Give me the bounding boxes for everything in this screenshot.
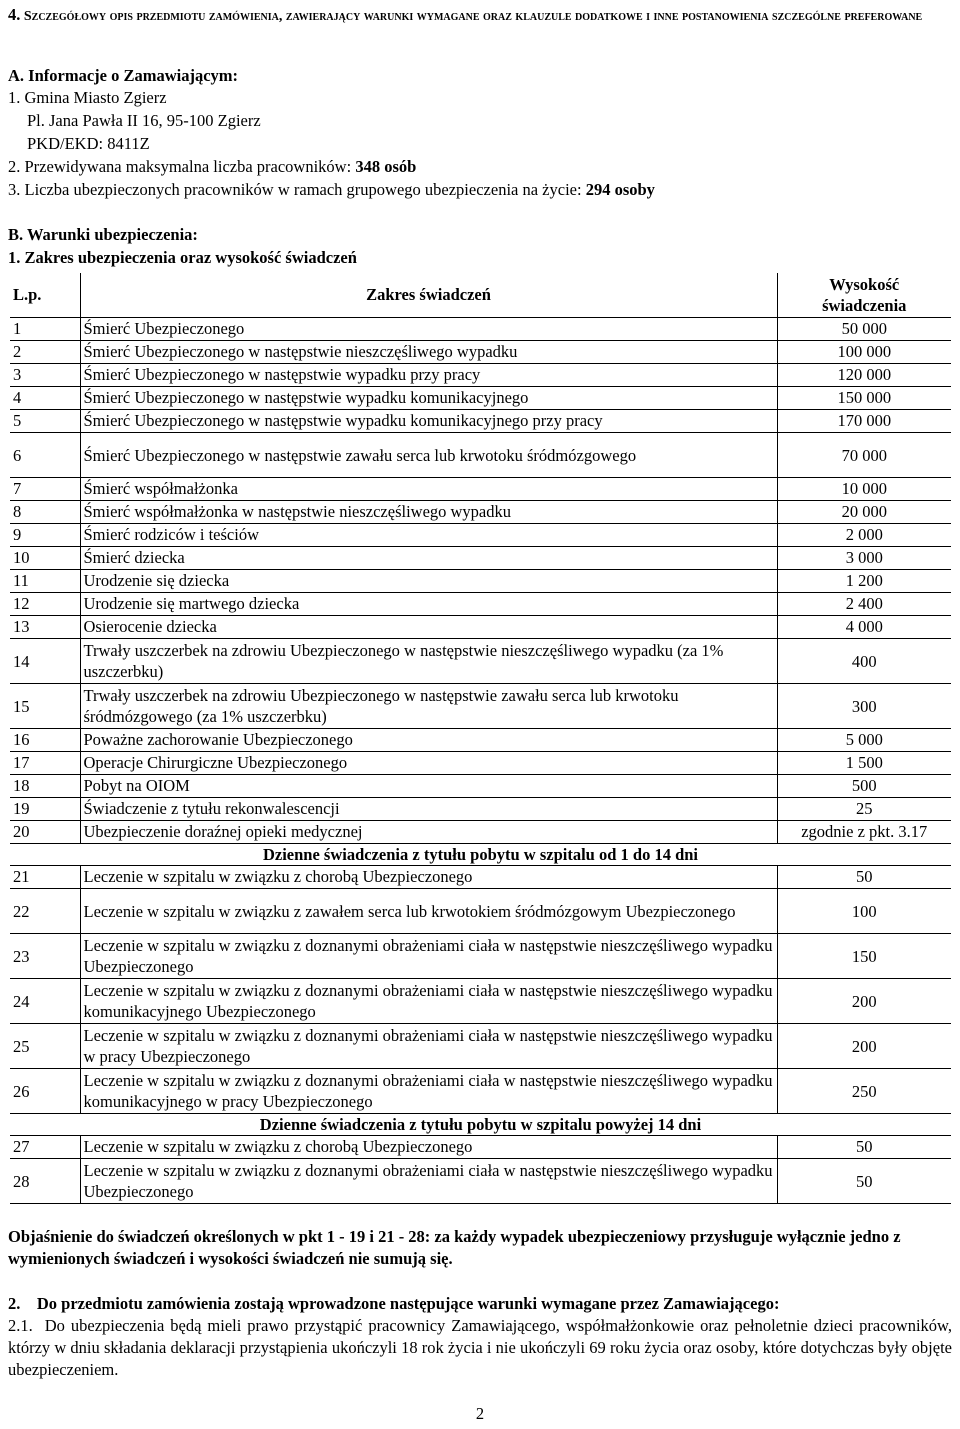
row-amount: 170 000 <box>777 410 951 433</box>
table-row <box>10 524 951 547</box>
row-amount: 100 <box>777 889 951 934</box>
row-lp: 9 <box>10 524 80 547</box>
row-amount: 2 400 <box>777 593 951 616</box>
table-row <box>10 889 951 934</box>
explanation-note: Objaśnienie do świadczeń określonych w pkt 1 - 19 i 21 - 28: za każdy wypadek ubezpieczeniowy przysługuje wyłącznie jedno z wymienionych świadczeń i wysokości świadczeń nie sumują się. <box>8 1227 901 1268</box>
table-row <box>10 570 951 593</box>
row-description: Trwały uszczerbek na zdrowiu Ubezpieczonego w następstwie nieszczęśliwego wypadku (za 1% uszczerbku) <box>80 639 777 684</box>
table-row <box>10 616 951 639</box>
row-amount: 70 000 <box>777 433 951 478</box>
benefits-table <box>10 273 951 1204</box>
row-description: Urodzenie się dziecka <box>80 570 777 593</box>
row-amount: 50 000 <box>777 318 951 341</box>
row-amount: 200 <box>777 979 951 1024</box>
section-header-over-14-days <box>10 1114 951 1136</box>
row-lp: 22 <box>10 889 80 934</box>
heading-text: Szczegółowy opis przedmiotu zamówienia, zawierający warunki wymagane oraz klauzule dodatkowe i inne postanowienia szczególne preferowane <box>23 9 923 24</box>
row-amount: 400 <box>777 639 951 684</box>
row-description: Śmierć współmałżonka w następstwie nieszczęśliwego wypadku <box>80 501 777 524</box>
heading-number: 4. <box>8 5 21 24</box>
table-row <box>10 1024 951 1069</box>
table-row <box>10 501 951 524</box>
row-description: Śmierć współmałżonka <box>80 478 777 501</box>
row-description: Śmierć Ubezpieczonego w następstwie nieszczęśliwego wypadku <box>80 341 777 364</box>
table-row <box>10 593 951 616</box>
row-amount: 50 <box>777 1159 951 1204</box>
row-description: Operacje Chirurgiczne Ubezpieczonego <box>80 752 777 775</box>
row-amount: 1 500 <box>777 752 951 775</box>
row-amount: 20 000 <box>777 501 951 524</box>
row-amount: 50 <box>777 1136 951 1159</box>
row-description: Leczenie w szpitalu w związku z zawałem serca lub krwotokiem śródmózgowym Ubezpieczonego <box>80 889 777 934</box>
row-description: Leczenie w szpitalu w związku z doznanymi obrażeniami ciała w następstwie nieszczęśliwego wypadku w pracy Ubezpieczonego <box>80 1024 777 1069</box>
table-row <box>10 1069 951 1114</box>
row-amount: 3 000 <box>777 547 951 570</box>
header-wysokosc <box>777 273 951 318</box>
row-lp: 16 <box>10 729 80 752</box>
row-amount: 250 <box>777 1069 951 1114</box>
row-lp: 24 <box>10 979 80 1024</box>
row-lp: 17 <box>10 752 80 775</box>
point-2-1-number: 2.1. <box>8 1316 33 1335</box>
table-row <box>10 775 951 798</box>
row-lp: 28 <box>10 1159 80 1204</box>
section-b-subtitle: 1. Zakres ubezpieczenia oraz wysokość świadczeń <box>8 248 357 267</box>
row-amount: 100 000 <box>777 341 951 364</box>
row-lp: 20 <box>10 821 80 844</box>
point-2 <box>8 1293 952 1381</box>
section-heading <box>8 4 952 28</box>
row-lp: 5 <box>10 410 80 433</box>
table-row <box>10 1159 951 1204</box>
row-amount: 25 <box>777 798 951 821</box>
row-lp: 8 <box>10 501 80 524</box>
row-description: Leczenie w szpitalu w związku z chorobą Ubezpieczonego <box>80 866 777 889</box>
row-lp: 3 <box>10 364 80 387</box>
row-amount: 500 <box>777 775 951 798</box>
row-lp: 25 <box>10 1024 80 1069</box>
row-lp: 11 <box>10 570 80 593</box>
table-row <box>10 387 951 410</box>
row-description: Śmierć Ubezpieczonego w następstwie wypadku komunikacyjnego przy pracy <box>80 410 777 433</box>
insured-employees <box>8 180 655 201</box>
row-lp: 12 <box>10 593 80 616</box>
row-description: Osierocenie dziecka <box>80 616 777 639</box>
row-lp: 2 <box>10 341 80 364</box>
table-row <box>10 433 951 478</box>
row-amount: 10 000 <box>777 478 951 501</box>
table-row <box>10 684 951 729</box>
section-header-1-14-days-label: Dzienne świadczenia z tytułu pobytu w szpitalu od 1 do 14 dni <box>10 844 951 866</box>
table-row <box>10 821 951 844</box>
row-description: Leczenie w szpitalu w związku z chorobą Ubezpieczonego <box>80 1136 777 1159</box>
row-lp: 26 <box>10 1069 80 1114</box>
point-2-1 <box>8 1315 952 1381</box>
page-number: 2 <box>475 1404 485 1423</box>
row-lp: 4 <box>10 387 80 410</box>
row-lp: 14 <box>10 639 80 684</box>
section-b-title: B. Warunki ubezpieczenia: <box>8 225 198 244</box>
row-description: Śmierć rodziców i teściów <box>80 524 777 547</box>
point-2-1-text: Do ubezpieczenia będą mieli prawo przystąpić pracownicy Zamawiającego, współmałżonkowie oraz pełnoletnie dzieci pracowników, którzy w dniu składania deklaracji przystąpienia ukończyli 18 rok życia i nie ukończyli 69 roku życia oraz osoby, które dotychczas były objęte ubezpieczeniem. <box>8 1316 952 1379</box>
row-description: Śmierć dziecka <box>80 547 777 570</box>
employer-name: 1. Gmina Miasto Zgierz <box>8 88 167 107</box>
header-lp: L.p. <box>10 273 80 318</box>
row-amount: 1 200 <box>777 570 951 593</box>
table-row <box>10 729 951 752</box>
table-row <box>10 639 951 684</box>
table-row <box>10 1136 951 1159</box>
row-lp: 27 <box>10 1136 80 1159</box>
row-description: Leczenie w szpitalu w związku z doznanymi obrażeniami ciała w następstwie nieszczęśliwego wypadku komunikacyjnego w pracy Ubezpieczonego <box>80 1069 777 1114</box>
max-employees-value: 348 osób <box>355 157 417 176</box>
row-description: Śmierć Ubezpieczonego w następstwie wypadku komunikacyjnego <box>80 387 777 410</box>
table-row <box>10 798 951 821</box>
row-description: Śmierć Ubezpieczonego w następstwie wypadku przy pracy <box>80 364 777 387</box>
max-employees-label: 2. Przewidywana maksymalna liczba pracowników: <box>8 157 356 176</box>
table-row <box>10 752 951 775</box>
row-description: Śmierć Ubezpieczonego <box>80 318 777 341</box>
table-row <box>10 410 951 433</box>
row-amount: 4 000 <box>777 616 951 639</box>
row-description: Leczenie w szpitalu w związku z doznanymi obrażeniami ciała w następstwie nieszczęśliwego wypadku Ubezpieczonego <box>80 934 777 979</box>
row-amount: 120 000 <box>777 364 951 387</box>
row-lp: 23 <box>10 934 80 979</box>
row-lp: 6 <box>10 433 80 478</box>
row-lp: 1 <box>10 318 80 341</box>
insured-employees-value: 294 osoby <box>585 180 655 199</box>
header-zakres: Zakres świadczeń <box>80 273 777 318</box>
row-amount: 50 <box>777 866 951 889</box>
header-wysokosc-line1: Wysokość <box>829 275 900 294</box>
section-a-title: A. Informacje o Zamawiającym: <box>8 66 239 85</box>
table-row <box>10 318 951 341</box>
table-row <box>10 979 951 1024</box>
row-description: Świadczenie z tytułu rekonwalescencji <box>80 798 777 821</box>
table-row <box>10 341 951 364</box>
row-lp: 10 <box>10 547 80 570</box>
row-lp: 15 <box>10 684 80 729</box>
insured-employees-label: 3. Liczba ubezpieczonych pracowników w ramach grupowego ubezpieczenia na życie: <box>8 180 586 199</box>
max-employees <box>8 157 416 178</box>
row-amount: 5 000 <box>777 729 951 752</box>
row-description: Urodzenie się martwego dziecka <box>80 593 777 616</box>
row-amount: 200 <box>777 1024 951 1069</box>
row-amount: zgodnie z pkt. 3.17 <box>777 821 951 844</box>
section-header-over-14-days-label: Dzienne świadczenia z tytułu pobytu w szpitalu powyżej 14 dni <box>10 1114 951 1136</box>
header-wysokosc-line2: świadczenia <box>822 296 907 315</box>
row-description: Leczenie w szpitalu w związku z doznanymi obrażeniami ciała w następstwie nieszczęśliwego wypadku komunikacyjnego Ubezpieczonego <box>80 979 777 1024</box>
row-lp: 21 <box>10 866 80 889</box>
row-amount: 2 000 <box>777 524 951 547</box>
row-description: Poważne zachorowanie Ubezpieczonego <box>80 729 777 752</box>
row-description: Śmierć Ubezpieczonego w następstwie zawału serca lub krwotoku śródmózgowego <box>80 433 777 478</box>
row-lp: 18 <box>10 775 80 798</box>
table-row <box>10 547 951 570</box>
section-header-1-14-days <box>10 844 951 866</box>
row-amount: 300 <box>777 684 951 729</box>
table-row <box>10 934 951 979</box>
employer-pkd: PKD/EKD: 8411Z <box>27 134 150 153</box>
table-row <box>10 866 951 889</box>
row-lp: 19 <box>10 798 80 821</box>
point-2-title: 2. Do przedmiotu zamówienia zostają wprowadzone następujące warunki wymagane przez Zamawiającego: <box>8 1294 780 1313</box>
row-description: Trwały uszczerbek na zdrowiu Ubezpieczonego w następstwie zawału serca lub krwotoku śródmózgowego (za 1% uszczerbku) <box>80 684 777 729</box>
table-row <box>10 364 951 387</box>
row-description: Ubezpieczenie doraźnej opieki medycznej <box>80 821 777 844</box>
row-lp: 7 <box>10 478 80 501</box>
row-description: Leczenie w szpitalu w związku z doznanymi obrażeniami ciała w następstwie nieszczęśliwego wypadku Ubezpieczonego <box>80 1159 777 1204</box>
table-header-row <box>10 273 951 318</box>
row-description: Pobyt na OIOM <box>80 775 777 798</box>
row-lp: 13 <box>10 616 80 639</box>
table-row <box>10 478 951 501</box>
employer-address: Pl. Jana Pawła II 16, 95-100 Zgierz <box>27 111 261 130</box>
row-amount: 150 000 <box>777 387 951 410</box>
row-amount: 150 <box>777 934 951 979</box>
